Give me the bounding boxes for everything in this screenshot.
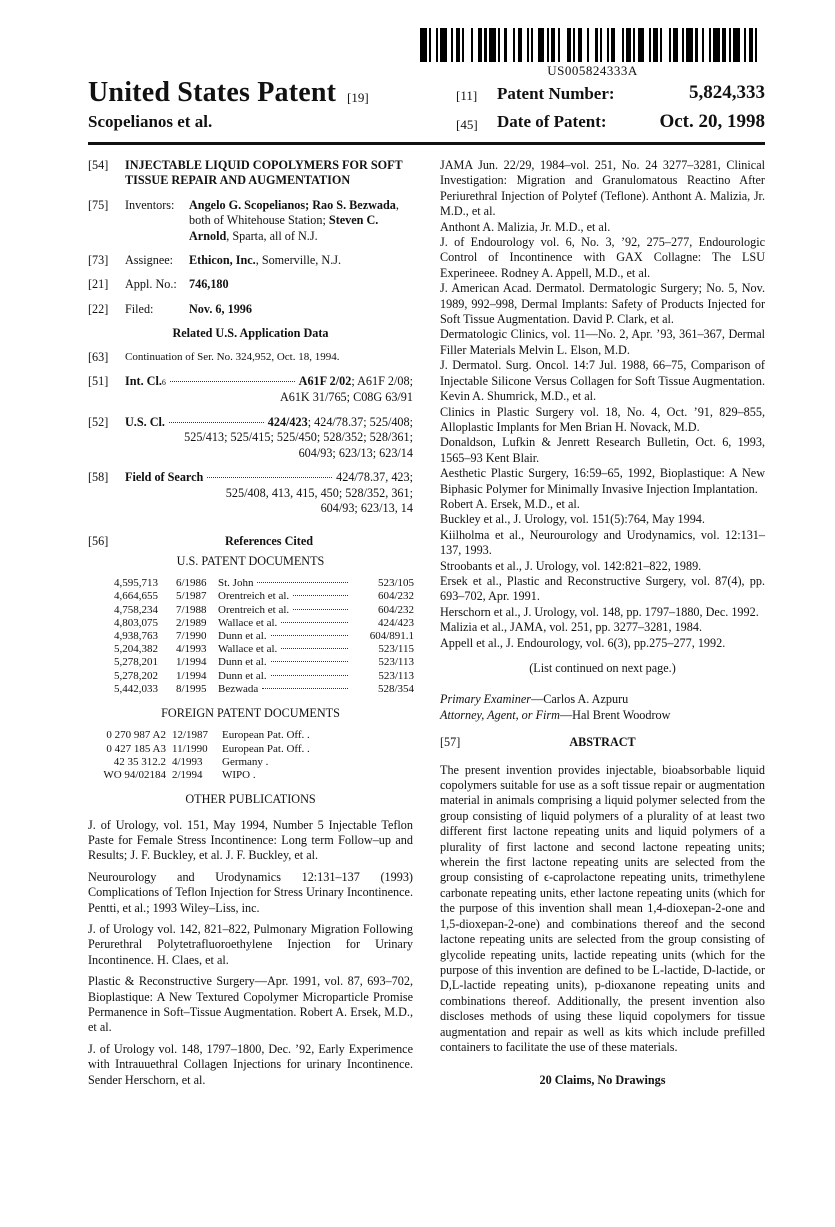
title-code: [19] xyxy=(347,90,369,105)
number-code: [11] xyxy=(456,88,478,103)
references-title: References Cited xyxy=(224,534,314,549)
publication: Buckley et al., J. Urology, vol. 151(5):764, May 1994. xyxy=(440,512,705,527)
references-field: [56] References Cited xyxy=(88,534,413,549)
barcode-bar xyxy=(757,28,764,62)
publication: Kiilholma et al., Neurourology and Urodynamics, vol. 12:131–137, 1993. xyxy=(440,527,765,558)
foreign-docs-title: FOREIGN PATENT DOCUMENTS xyxy=(161,705,340,720)
patent-number-label: Patent Number: xyxy=(497,84,615,103)
primary-examiner: Primary Examiner—Carlos A. Azpuru xyxy=(440,692,629,707)
filed-field: [22] Filed: Nov. 6, 1996 xyxy=(88,302,413,317)
continuation-text: Continuation of Ser. No. 324,952, Oct. 18, 1994. xyxy=(125,350,340,363)
publication: Stroobants et al., J. Urology, vol. 142:821–822, 1989. xyxy=(440,558,702,573)
publication: Appell et al., J. Endourology, vol. 6(3), pp.275–277, 1992. xyxy=(440,635,726,650)
title-field: [54] INJECTABLE LIQUID COPOLYMERS FOR SOFT TISSUE REPAIR AND AUGMENTATION xyxy=(88,158,413,189)
inventors: Angelo G. Scopelianos; Rao S. Bezwada, both of Whitehouse Station; Steven C. Arnold, Sparta, all of N.J. xyxy=(189,197,399,243)
publication: J. of Urology vol. 148, 1797–1800, Dec. ’92, Early Experimence with Intrauuethral Collagen Injections for urinary Incontinence. Sender Herschorn, et al. xyxy=(88,1041,413,1087)
us-doc-row: 4,758,234 7/1988 Orentreich et al. 604/232 xyxy=(114,603,414,616)
us-doc-row: 4,803,075 2/1989 Wallace et al. 424/423 xyxy=(114,616,414,629)
continuation-field: [63] Continuation of Ser. No. 324,952, Oct. 18, 1994. xyxy=(88,350,413,365)
barcode-bar xyxy=(538,28,545,62)
barcode-bar xyxy=(662,28,669,62)
inventors-field: [75] Inventors: Angelo G. Scopelianos; Rao S. Bezwada, both of Whitehouse Station; Steven C. Arnold, Sparta, all of N.J. xyxy=(88,198,413,244)
authors: Scopelianos et al. xyxy=(88,112,213,131)
us-docs-table xyxy=(114,577,414,696)
publication: Herschorn et al., J. Urology, vol. 148, pp. 1797–1880, Dec. 1992. xyxy=(440,604,759,619)
publication: Robert A. Ersek, M.D., et al. xyxy=(440,496,580,511)
us-doc-row: 4,938,763 7/1990 Dunn et al. 604/891.1 xyxy=(114,629,414,642)
right-column xyxy=(440,158,765,1089)
us-doc-row: 4,664,655 5/1987 Orentreich et al. 604/232 xyxy=(114,590,414,603)
abstract-text: The present invention provides injectable, bioabsorbable liquid copolymers suitable for use as a soft tissue repair or augmentation material in animals comprising a liquid polymer selected from the group consisting of liquid polymers of a plurality of at least two different first lactone repeating units and liquid polymers of a plurality of first lactone and second lactone repeating units; wherein the first lactone repeating units are selected from the group consisting of ϵ-caprolactone repeating units, trimethylene carbonate repeating units, ether lactone repeating units (which for the purpose of this invention shall mean 1,4-dioxepan-2-one and 1,5-dioxepan-2-one) and combinations thereof and the second lactone repeating units are selected from the group consisting of glycolide repeating units, lactide repeating units (which for the purpose of this invention are defined to be L-lactide, D-lactide, or D,L-lactide repeating units), p-dioxanone repeating units and combinations thereof. Additionally, the present invention also discloses methods of using these liquid copolymers for tissue augmentation and repair as well as kits which include prefilled containers to facilitate the use of these materials. xyxy=(440,762,765,1054)
publication: J. of Endourology vol. 6, No. 3, ’92, 275–277, Endourologic Control of Incontinence with GAX Collagne: The LSU Experineee. Rodney A. Appell, M.D., et al. xyxy=(440,235,765,280)
barcode-bar xyxy=(560,28,567,62)
publication: J. American Acad. Dermatol. Dermatologic Surgery; No. 5, Nov. 1989, 992–998, Dermal Implants: Safety of Products Injected for Soft Tissue Augmentation. David P. Clark, et al. xyxy=(440,281,765,327)
publication: Neurourology and Urodynamics 12:131–137 (1993) Complications of Teflon Injection for Stress Urinary Incontinence. Pentti, et al.; 1993 Wiley–Liss, inc. xyxy=(88,869,413,915)
other-pubs-title: OTHER PUBLICATIONS xyxy=(185,792,316,807)
int-cl-field: [51] Int. Cl. 6 A61F 2/02; A61F 2/08; A61K 31/765; C08G 63/91 xyxy=(88,374,413,405)
abstract-heading: [57] ABSTRACT xyxy=(440,735,765,750)
date-label: Date of Patent: xyxy=(497,112,607,131)
barcode-bar xyxy=(686,28,693,62)
patent-date: Oct. 20, 1998 xyxy=(659,111,765,132)
barcode-bar xyxy=(713,28,720,62)
patent-title: United States Patent xyxy=(88,77,337,108)
other-pubs-left xyxy=(88,818,413,1089)
list-continued: (List continued on next page.) xyxy=(529,661,676,675)
publication: J. of Urology vol. 142, 821–822, Pulmonary Migration Following Perurethral Polytetrafluoroethylene Injection for Urinary Incontinence. H. Claes, et al. xyxy=(88,922,413,967)
publication: Dermatologic Clinics, vol. 11—No. 2, Apr. ’93, 361–367, Dermal Filler Materials Melvin L. Elson, M.D. xyxy=(440,327,765,357)
left-column xyxy=(88,158,413,1094)
publication: Anthont A. Malizia, Jr. M.D., et al. xyxy=(440,219,611,234)
foreign-docs-table xyxy=(88,729,314,782)
barcode-bar xyxy=(638,28,645,62)
barcode-bar xyxy=(507,28,514,62)
date-code: [45] xyxy=(456,117,478,132)
publication: J. Dermatol. Surg. Oncol. 14:7 Jul. 1988, 66–75, Comparison of Injectable Silicone Versus Collagen for Soft Tissue Augmentation. Kevin A. Shumrick, M.D., et al. xyxy=(440,358,765,404)
us-doc-row: 5,278,201 1/1994 Dunn et al. 523/113 xyxy=(114,656,414,669)
barcode-bar xyxy=(420,28,427,62)
us-doc-row: 4,595,713 6/1986 St. John 523/105 xyxy=(114,577,414,590)
foreign-doc-row: 0 270 987 A2 12/1987 European Pat. Off. . xyxy=(106,729,310,742)
us-docs-title: U.S. PATENT DOCUMENTS xyxy=(176,553,325,568)
publication: Aesthetic Plastic Surgery, 16:59–65, 1992, Bioplastique: A New Biphasic Polymer for Minimally Invasive Injection Implantation. xyxy=(440,466,765,496)
us-cl-field: [52] U.S. Cl. 424/423; 424/78.37; 525/408; 525/413; 525/415; 525/450; 528/352; 528/361; 604/93; 623/13; 623/14 xyxy=(88,414,413,460)
us-doc-row: 5,442,033 8/1995 Bezwada 528/354 xyxy=(114,682,414,695)
barcode xyxy=(420,28,765,62)
barcode-bar xyxy=(489,28,496,62)
us-doc-row: 5,204,382 4/1993 Wallace et al. 523/115 xyxy=(114,643,414,656)
claims-summary: 20 Claims, No Drawings xyxy=(539,1073,666,1088)
barcode-bar xyxy=(733,28,740,62)
publication: Malizia et al., JAMA, vol. 251, pp. 3277–3281, 1984. xyxy=(440,620,703,635)
publication: J. of Urology, vol. 151, May 1994, Number 5 Injectable Teflon Paste for Female Stress Incontinence: Long term Follow–up and Results; J. F. Buckley, et al. J. F. Buckley, et al. xyxy=(88,817,413,863)
foreign-doc-row: 0 427 185 A3 11/1990 European Pat. Off. . xyxy=(106,742,310,755)
field-of-search: [58] Field of Search 424/78.37, 423; 525/408, 413, 415, 450; 528/352, 361; 604/93; 623/13, 14 xyxy=(88,470,413,515)
barcode-bar xyxy=(589,28,596,62)
attorney: Attorney, Agent, or Firm—Hal Brent Woodrow xyxy=(440,707,671,722)
assignee: Ethicon, Inc., Somerville, N.J. xyxy=(189,253,342,268)
related-title: Related U.S. Application Data xyxy=(172,326,329,341)
barcode-bar xyxy=(615,28,622,62)
barcode-bar xyxy=(464,28,471,62)
appl-number: 746,180 xyxy=(189,277,229,292)
header-rule xyxy=(88,142,765,145)
filed-date: Nov. 6, 1996 xyxy=(189,301,252,316)
foreign-doc-row: 42 35 312.2 4/1993 Germany . xyxy=(113,755,269,768)
foreign-doc-row: WO 94/02184 2/1994 WIPO . xyxy=(103,768,256,781)
publication: Plastic & Reconstructive Surgery—Apr. 1991, vol. 87, 693–702, Bioplastique: A New Textured Copolymer Microparticle Promise Permanence in Soft–Tissue Augmentation. Robert A. Ersek, M.D., et al. xyxy=(88,974,413,1035)
other-pubs-right xyxy=(440,158,765,651)
invention-title: INJECTABLE LIQUID COPOLYMERS FOR SOFT TISSUE REPAIR AND AUGMENTATION xyxy=(125,158,403,188)
publication: Clinics in Plastic Surgery vol. 18, No. 4, Oct. ’91, 829–855, Alloplastic Implants for Men Brian H. Novack, M.D. xyxy=(440,404,765,434)
document-code: US005824333A xyxy=(547,63,638,78)
abstract-title: ABSTRACT xyxy=(569,735,636,750)
us-doc-row: 5,278,202 1/1994 Dunn et al. 523/113 xyxy=(114,669,414,682)
assignee-field: [73] Assignee: Ethicon, Inc., Somerville, N.J. xyxy=(88,253,413,268)
barcode-bar xyxy=(440,28,447,62)
patent-number: 5,824,333 xyxy=(689,82,765,103)
publication: Donaldson, Lufkin & Jenrett Research Bulletin, Oct. 6, 1993, 1565–93 Kent Blair. xyxy=(440,435,765,465)
inventors-label: Inventors: xyxy=(125,197,175,212)
appl-field: [21] Appl. No.: 746,180 xyxy=(88,277,413,292)
publication: JAMA Jun. 22/29, 1984–vol. 251, No. 24 3277–3281, Clinical Investigation: Migration and Granulomatous Reactino After Periurethral Injection of Polytef (Teflone). Anthont A. Malizia, Jr. M.D., et al. xyxy=(440,158,765,219)
publication: Ersek et al., Plastic and Reconstructive Surgery, vol. 87(4), pp. 693–702, Apr. 1991. xyxy=(440,573,765,604)
